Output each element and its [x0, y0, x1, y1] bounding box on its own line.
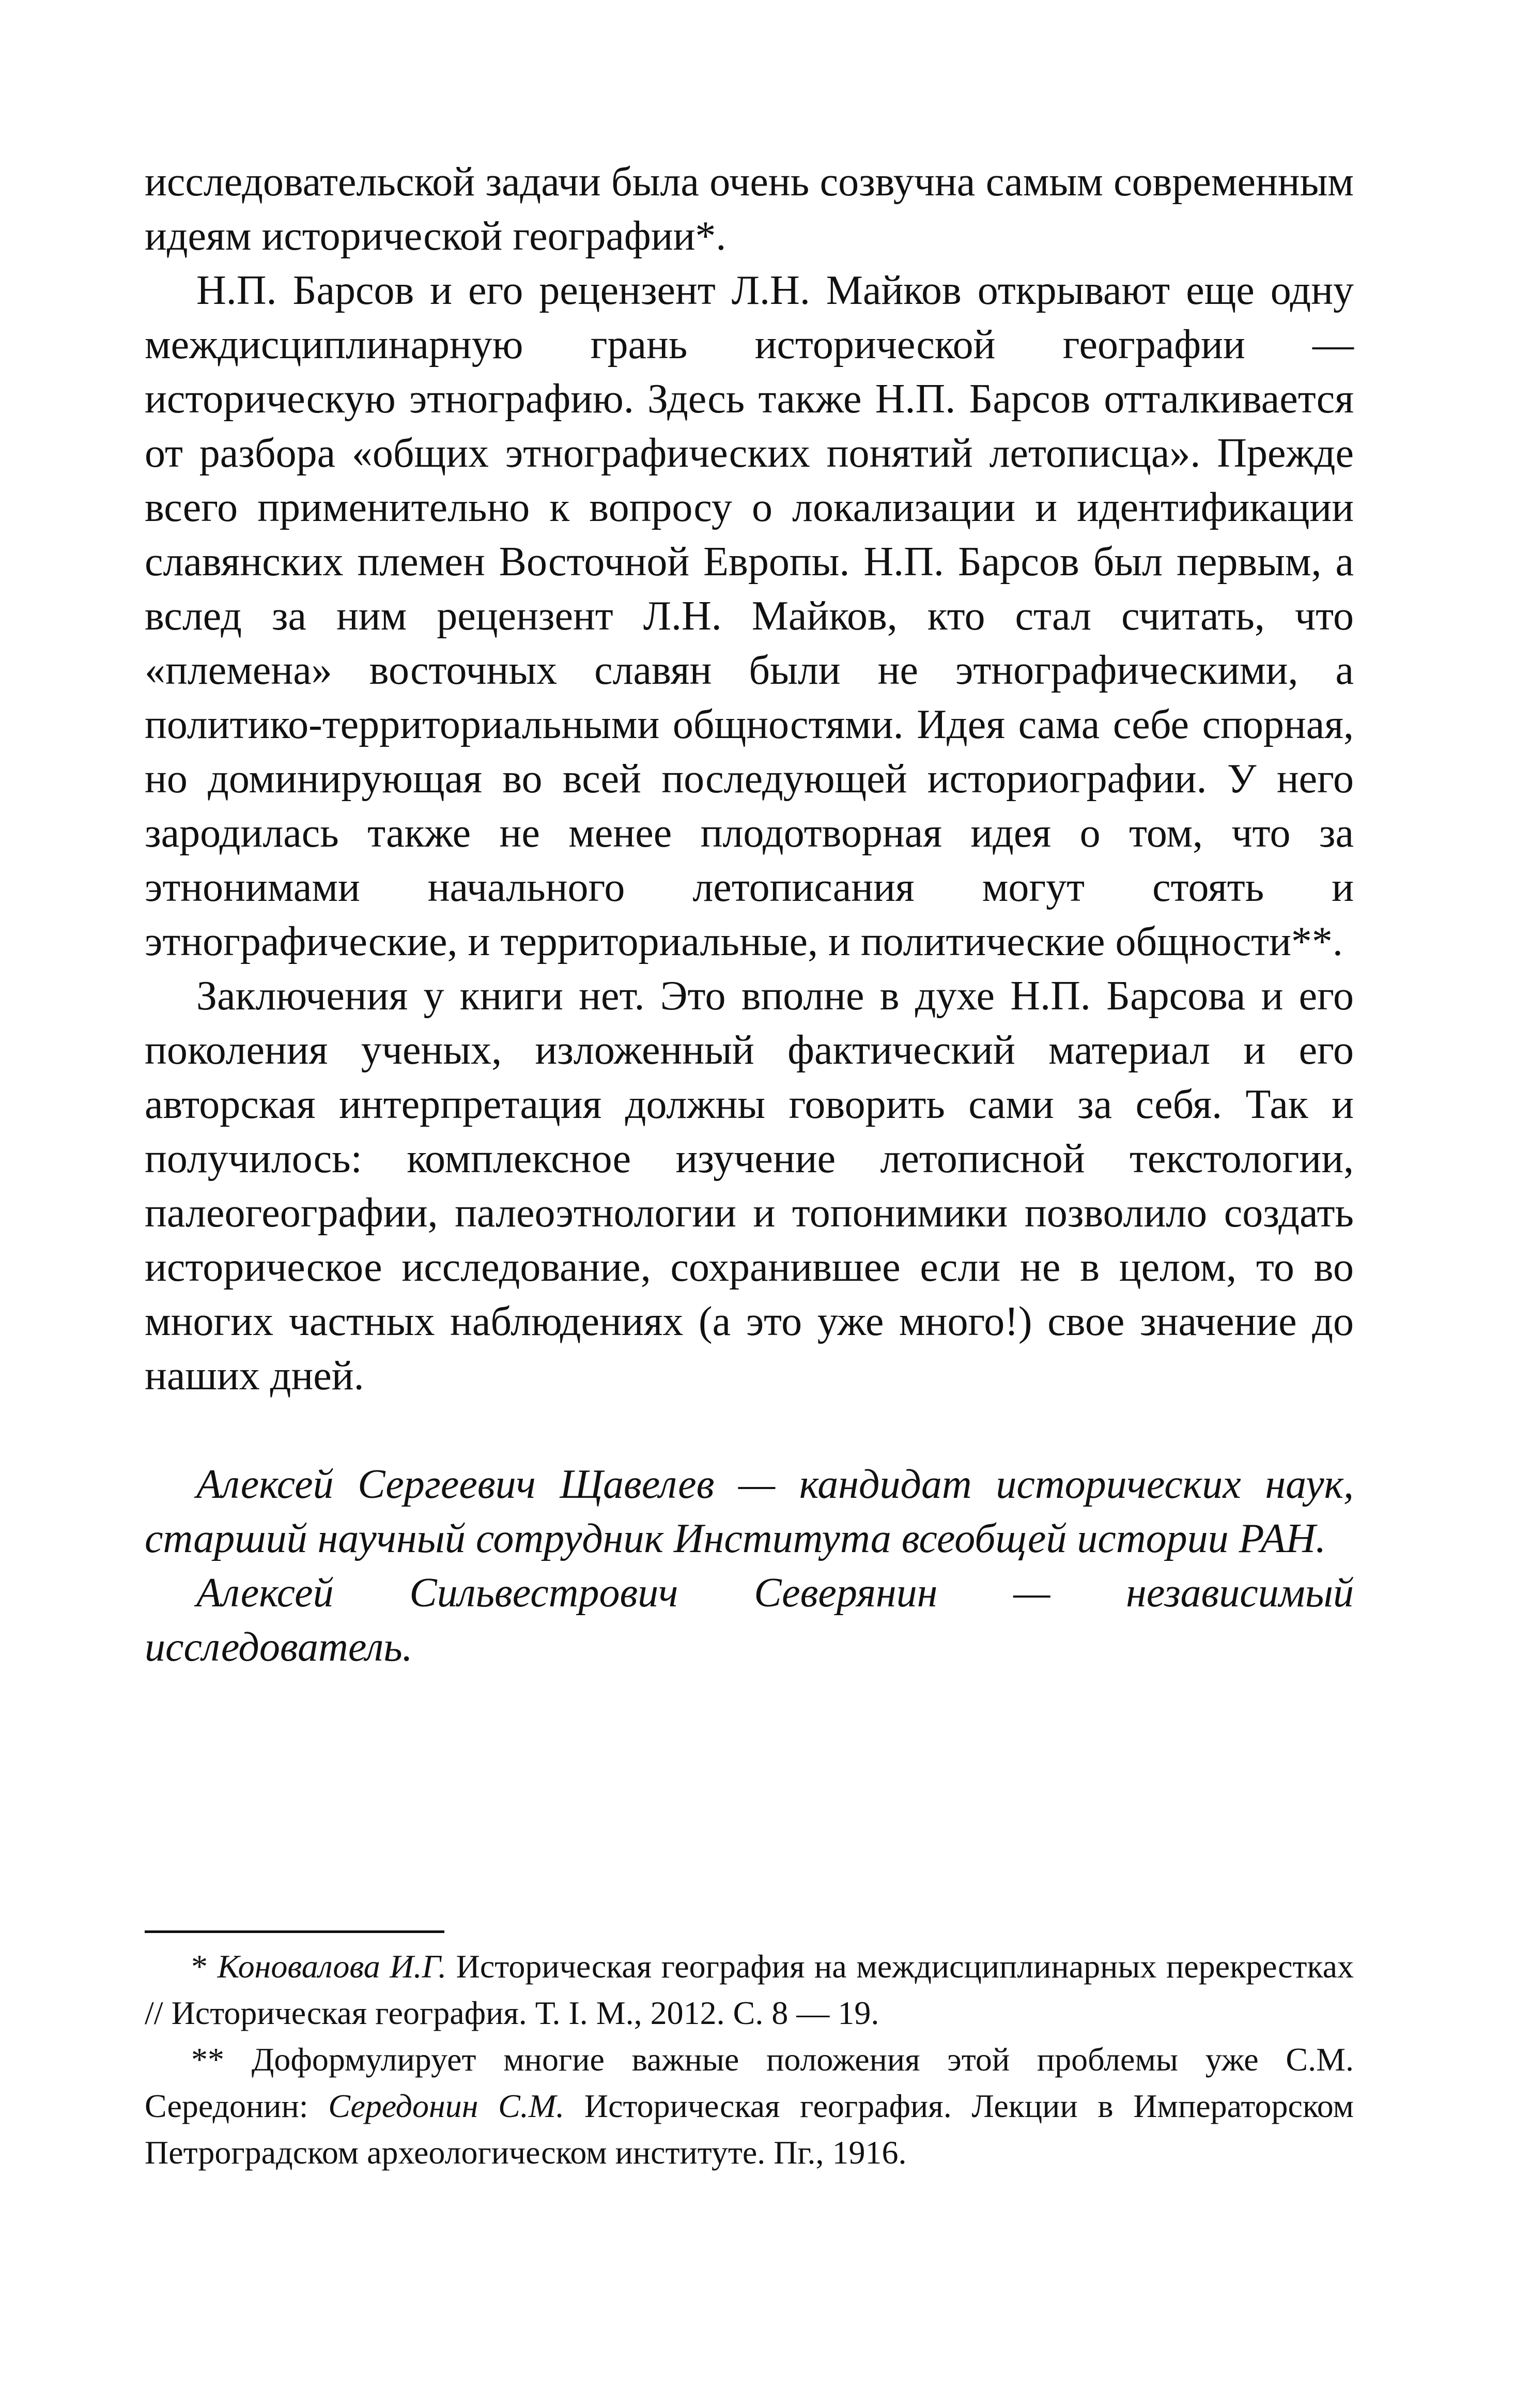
footnote-2-pre: Доформулирует многие важные положения этой проблемы уже С.М. Середонин:: [145, 2041, 1354, 2124]
footnote-1-marker: *: [191, 1948, 218, 1985]
footnote-2-text: Историческая география. Лекции в Императорском Петроградском археологическом институте. Пг., 1916.: [145, 2088, 1354, 2171]
footnote-1-author: Коновалова И.Г.: [217, 1948, 447, 1985]
paragraph-ethnography: Н.П. Барсов и его рецензент Л.Н. Майков открывают еще одну междисциплинарную грань исторической географии — историческую этнографию. Здесь также Н.П. Барсов отталкивается от разбора «общих этнографических понятий летописца». Прежде всего применительно к вопросу о локализации и идентификации славянских племен Восточной Европы. Н.П. Барсов был первым, а вслед за ним рецензент Л.Н. Майков, кто стал считать, что «племена» восточных славян были не этнографическими, а политико-территориальными общностями. Идея сама себе спорная, но доминирующая во всей последующей историографии. У него зародилась также не менее плодотворная идея о том, что за этнонимами начального летописания могут стоять и этнографические, и территориальные, и политические общности**.: [145, 268, 1354, 964]
footnote-2: [145, 2036, 1354, 2176]
page-content: [145, 155, 1354, 1675]
footnote-2-marker: **: [191, 2041, 252, 2078]
main-text: [145, 155, 1354, 1403]
footnote-1: [145, 1943, 1354, 2036]
footnote-2-author: Середонин С.М.: [328, 2088, 565, 2124]
author-bio-shchavelev: Алексей Сергеевич Щавелев — кандидат исторических наук, старший научный сотрудник Института всеобщей истории РАН.: [145, 1462, 1354, 1561]
footnote-divider: [145, 1930, 444, 1933]
author-bios: [145, 1458, 1354, 1675]
footnote-1-text: Историческая география на междисциплинарных перекрестках // Историческая география. Т. I. М., 2012. С. 8 — 19.: [145, 1948, 1354, 2031]
paragraph-continued: исследовательской задачи была очень созвучна самым современным идеям исторической географии*.: [145, 159, 1354, 259]
author-bio-severyanin: Алексей Сильвестрович Северянин — независимый исследователь.: [145, 1570, 1354, 1670]
footnotes: [145, 1930, 1354, 2176]
paragraph-conclusion: Заключения у книги нет. Это вполне в духе Н.П. Барсова и его поколения ученых, изложенный фактический материал и его авторская интерпретация должны говорить сами за себя. Так и получилось: комплексное изучение летописной текстологии, палеогеографии, палеоэтнологии и топонимики позволило создать историческое исследование, сохранившее если не в целом, то во многих частных наблюдениях (а это уже много!) свое значение до наших дней.: [145, 973, 1354, 1399]
